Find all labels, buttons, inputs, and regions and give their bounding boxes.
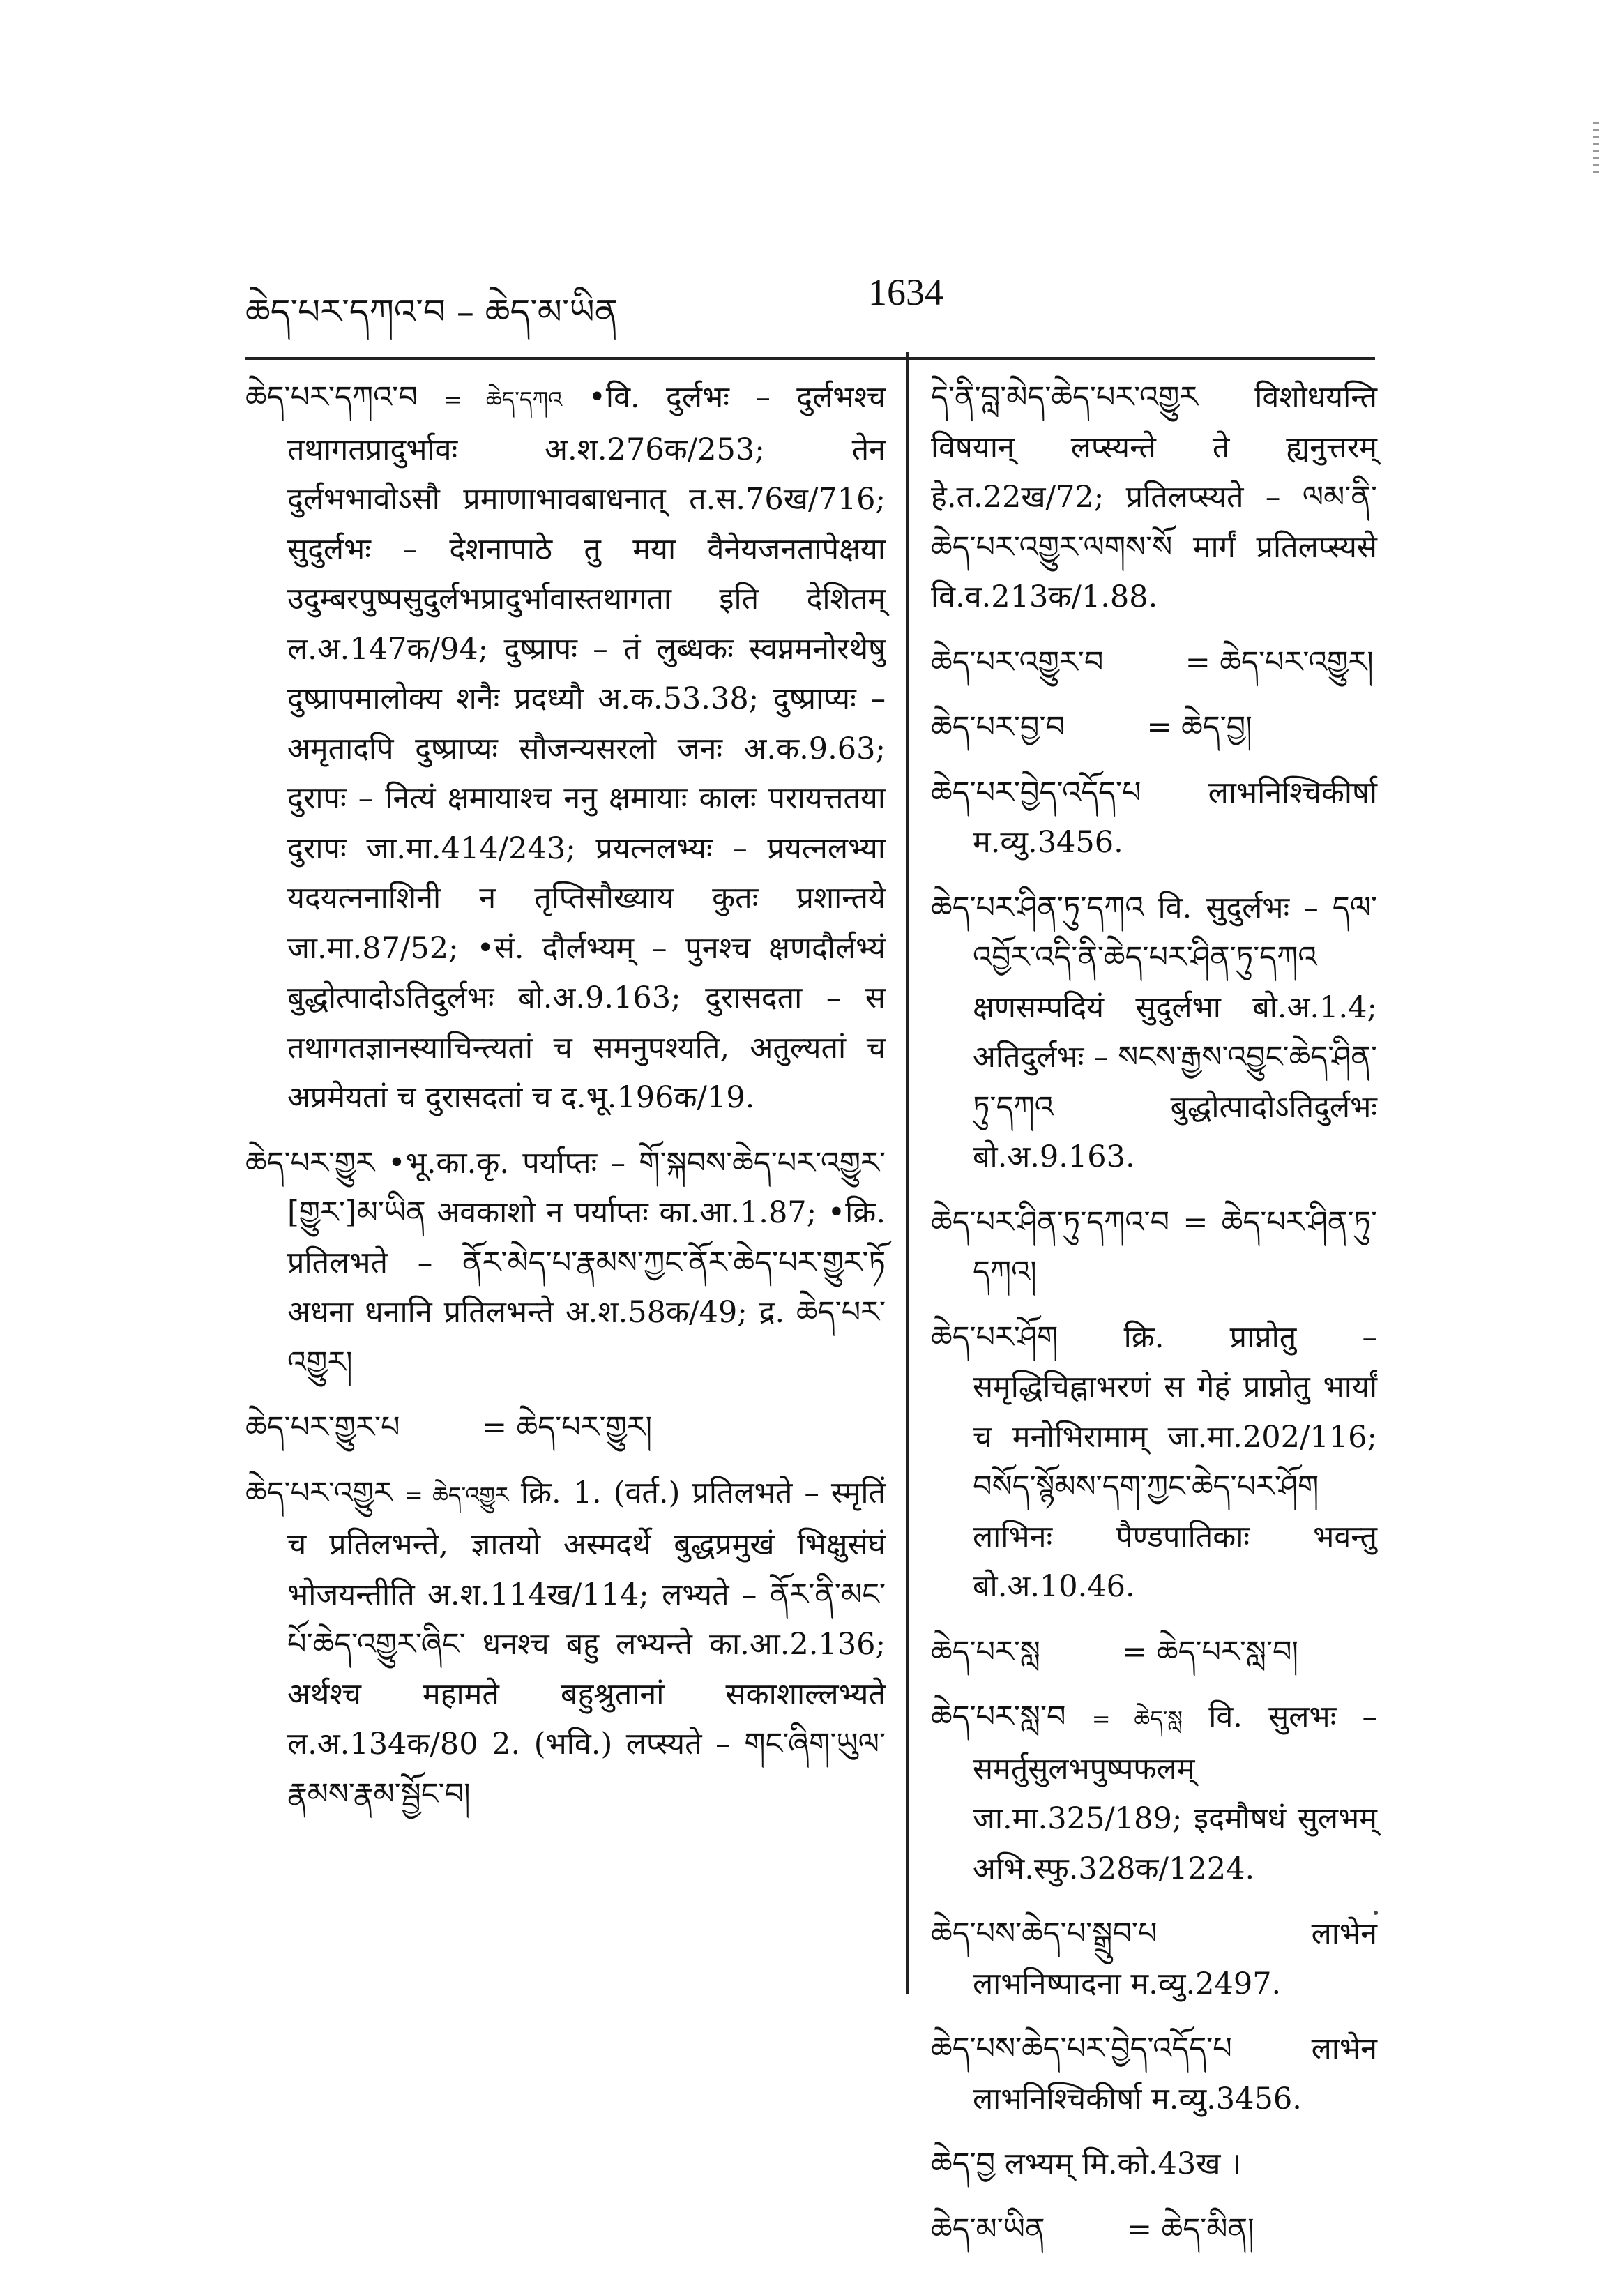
dictionary-entry	[931, 2024, 1377, 2124]
column-divider	[906, 352, 909, 1994]
dictionary-entry	[931, 1628, 1377, 1678]
dictionary-entry	[245, 373, 886, 1123]
entry-headword: ཆེད་བྱ	[931, 2146, 996, 2181]
entry-definition: •भू.का.कृ. पर्याप्तः – གོ་སྐབས་ཆེད་པར་འགྱུར་[གྱུར་]མ་ཡིན अवकाशो न पर्याप्तः का.आ.1.87; •क्रि. प्रतिलभते – ནོར་མེད་པ་རྣམས་ཀྱང་ནོར་ཆེད་པར་གྱུར་ཏོ अधना धनानि प्रतिलभन्ते अ.श.58क/49; द्र. ཆེད་པར་འགྱུར།	[287, 1145, 886, 1380]
entry-definition: वि. सुदुर्लभः – དལ་འབྱོར་འདི་ནི་ཆེད་པར་ཤིན་ཏུ་དཀའ क्षणसम्पदियं सुदुर्लभा बो.अ.1.4; अतिदुर्लभः – སངས་རྒྱས་འབྱུང་ཆེད་ཤིན་ཏུ་དཀའ बुद्धोत्पादोऽतिदुर्लभः बो.अ.9.163.	[973, 890, 1378, 1174]
dictionary-entry	[931, 1909, 1377, 2009]
header-rule	[245, 357, 1375, 360]
entry-headword: ཆེད་པར་འགྱུར	[245, 1475, 393, 1510]
dictionary-entry	[931, 768, 1377, 868]
entry-definition: वि. सुलभः – समर्तुसुलभपुष्पफलम् जा.मा.325/189; इदमौषधं सुलभम् अभि.स्फु.328क/1224.	[973, 1699, 1378, 1886]
right-column	[931, 373, 1377, 2270]
dictionary-entry	[245, 1469, 886, 1820]
entry-headword: ཆེད་པར་ཤིན་ཏུ་དཀའ	[931, 890, 1144, 925]
entry-definition: = ཆེད་པར་སླ་བ།	[1122, 1634, 1299, 1669]
entry-definition: लभ्यम् मि.को.43ख ।	[1004, 2146, 1242, 2181]
entry-headword: ཆེད་པར་སླ་བ	[931, 1699, 1066, 1734]
dictionary-entry	[931, 1692, 1377, 1894]
entry-headword: ཆེད་པས་ཆེད་པར་བྱེད་འདོད་པ	[931, 2031, 1232, 2066]
dictionary-entry	[931, 703, 1377, 753]
entry-definition: = ཆེད་པར་གྱུར།	[481, 1410, 653, 1445]
dictionary-entry	[931, 884, 1377, 1183]
entry-continuation: དེ་ནི་བླ་མེད་ཆེད་པར་འགྱུར विशोधयन्ति विषयान् लप्स्यन्ते ते ह्यनुत्तरम् हे.त.22ख/72; प्रतिलप्स्यते – ལམ་ནི་ཆེད་པར་འགྱུར་ལགས་སོ मार्गं प्रतिलप्स्यसे वि.व.213क/1.88.	[931, 380, 1377, 614]
entry-definition: = ཆེད་པར་ཤིན་ཏུ་དཀའ།	[973, 1204, 1377, 1289]
dictionary-entry	[931, 2205, 1377, 2255]
entry-headword: ཆེད་མ་ཡིན	[931, 2211, 1045, 2247]
entry-definition: = ཆེད་མིན།	[1126, 2211, 1254, 2247]
entry-definition: = ཆེད་བྱ།	[1146, 710, 1252, 745]
dictionary-entry	[245, 1403, 886, 1453]
entry-definition: = ཆེད་པར་འགྱུར།	[1185, 644, 1374, 680]
entry-headword: ཆེད་པར་གྱུར	[245, 1145, 374, 1181]
dictionary-entry	[931, 1198, 1377, 1298]
entry-definition: क्रि. प्राप्नोतु – समृद्धिचिह्नाभरणं स गेहं प्राप्नोतु भार्यां च मनोभिरामाम् जा.मा.202/116; བསོད་སྙོམས་དག་ཀྱང་ཆེད་པར་ཤོག लाभिनः पैण्डपातिकाः भवन्तु बो.अ.10.46.	[973, 1319, 1378, 1604]
entry-definition: लाभेन लाभनिश्चिकीर्षा म.व्यु.3456.	[973, 2031, 1377, 2116]
stray-dot	[1374, 1911, 1378, 1915]
left-column	[245, 373, 886, 1835]
dictionary-entry	[245, 1139, 886, 1388]
entry-definition: •वि. दुर्लभः – दुर्लभश्च तथागतप्रादुर्भावः अ.श.276क/253; तेन दुर्लभभावोऽसौ प्रमाणाभावबाधनात् त.स.76ख/716; सुदुर्लभः – देशनापाठे तु मया वैनेयजनतापेक्षया उदुम्बरपुष्पसुदुर्लभप्रादुर्भावास्तथागता इति देशितम् ल.अ.147क/94; दुष्प्रापः – तं लुब्धकः स्वप्नमनोरथेषु दुष्प्रापमालोक्य शनैः प्रदध्यौ अ.क.53.38; दुष्प्राप्यः – अमृतादपि दुष्प्राप्यः सौजन्यसरलो जनः अ.क.9.63; दुरापः – नित्यं क्षमायाश्च ननु क्षमायाः कालः परायत्ततया दुरापः जा.मा.414/243; प्रयत्नलभ्यः – प्रयत्नलभ्या यदयत्ननाशिनी न तृप्तिसौख्याय कुतः प्रशान्तये जा.मा.87/52; •सं. दौर्लभ्यम् – पुनश्च क्षणदौर्लभ्यं बुद्धोत्पादोऽतिदुर्लभः बो.अ.9.163; दुरासदता – स तथागतज्ञानस्याचिन्त्यतां च समनुपश्यति, अतुल्यतां च अप्रमेयतां च दुरासदतां च द.भू.196क/19.	[287, 380, 886, 1115]
dictionary-entry	[931, 1313, 1377, 1612]
entry-headword: ཆེད་པར་གྱུར་པ	[245, 1410, 400, 1445]
entry-pointer: = ཆེད་དཀའ	[443, 386, 563, 413]
entry-definition: क्रि. 1. (वर्त.) प्रतिलभते – स्मृतिं च प्रतिलभन्ते, ज्ञातयो अस्मदर्थे बुद्धप्रमुखं भिक्षुसंघं भोजयन्तीति अ.श.114ख/114; लभ्यते – ནོར་ནི་མང་པོ་ཆེད་འགྱུར་ཞིང་ धनश्च बहु लभ्यन्ते का.आ.2.136; अर्थश्च महामते बहुश्रुतानां सकाशाल्लभ्यते ल.अ.134क/80 2. (भवि.) लप्स्यते – གང་ཞིག་ཡུལ་རྣམས་རྣམ་སྦྱོང་བ།	[287, 1475, 886, 1812]
running-header: ཆེད་པར་དཀའ་བ – ཆེད་མ་ཡིན	[245, 291, 618, 332]
entry-headword: ཆེད་པར་སླ	[931, 1634, 1040, 1669]
entry-pointer: = ཆེད་སླ	[1091, 1706, 1183, 1732]
entry-pointer: = ཆེད་འགྱུར	[404, 1481, 509, 1508]
entry-definition: लाभेन लाभनिष्पादना म.व्यु.2497.	[973, 1916, 1377, 2001]
entry-headword: ཆེད་པར་བྱ་བ	[931, 710, 1065, 745]
entry-headword: ཆེད་པར་དཀའ་བ	[245, 380, 418, 415]
margin-mark	[1593, 122, 1599, 178]
entry-headword: ཆེད་པར་བྱེད་འདོད་པ	[931, 775, 1141, 810]
entry-headword: ཆེད་པར་འགྱུར་བ	[931, 644, 1104, 680]
dictionary-entry	[931, 638, 1377, 688]
entry-headword: ཆེད་པས་ཆེད་པ་སྒྲུབ་པ	[931, 1916, 1158, 1951]
dictionary-entry	[931, 2139, 1377, 2190]
entry-headword: ཆེད་པར་ཤོག	[931, 1319, 1058, 1355]
page-number: 1634	[868, 271, 943, 313]
entry-headword: ཆེད་པར་ཤིན་ཏུ་དཀའ་བ	[931, 1204, 1170, 1240]
entry-definition: लाभनिश्चिकीर्षा म.व्यु.3456.	[973, 775, 1377, 860]
